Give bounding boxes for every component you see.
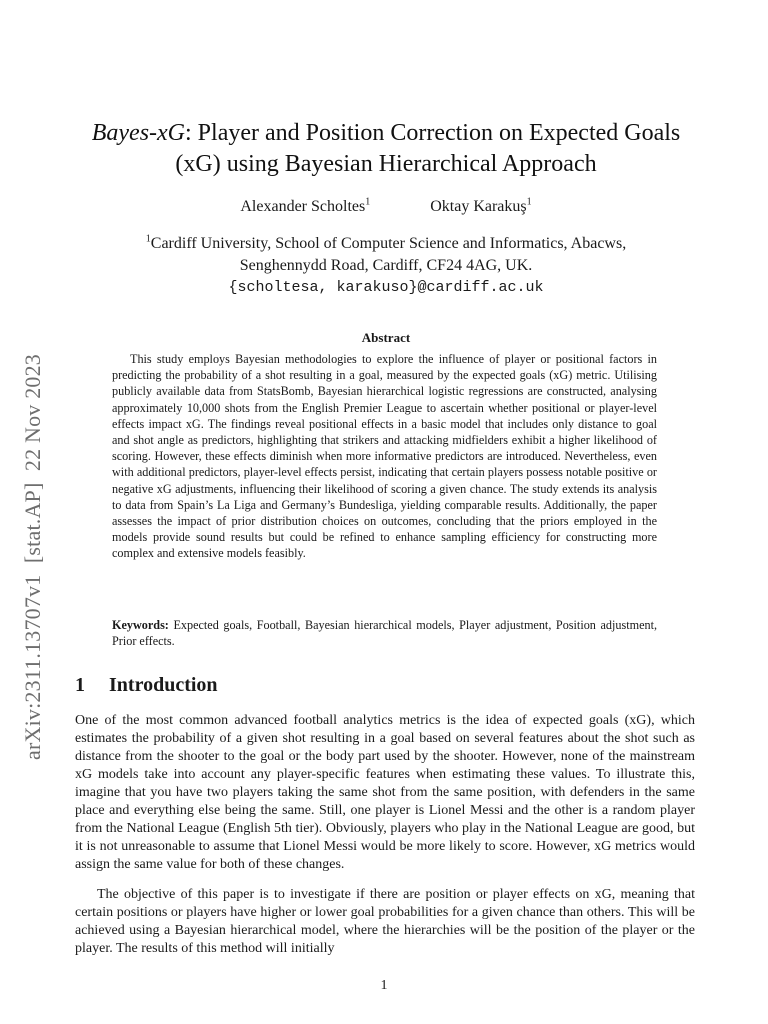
author-name: Alexander Scholtes — [240, 198, 366, 215]
affiliation-line-2: Senghennydd Road, Cardiff, CF24 4AG, UK. — [239, 257, 533, 274]
abstract-heading: Abstract — [361, 330, 411, 345]
author-affiliation-marker: 1 — [365, 196, 371, 208]
author-list — [80, 198, 692, 216]
arxiv-stamp: arXiv:2311.13707v1 [stat.AP] 22 Nov 2023 — [20, 353, 45, 760]
section-number: 1 — [75, 674, 85, 696]
affiliation-block — [80, 233, 692, 299]
keywords — [112, 617, 657, 649]
author-2 — [430, 198, 531, 216]
keywords-label: Keywords: — [112, 618, 169, 632]
intro-paragraph-2: The objective of this paper is to investigate if there are position or player effects on xG, meaning that certain positions or players have higher or lower goal probabilities for a given chance than others. This will be achieved using a Bayesian hierarchical model, where the hierarchies will be the position of the player or the player. The results of this method will initially — [75, 887, 695, 956]
author-affiliation-marker: 1 — [526, 196, 532, 208]
intro-paragraph-1: One of the most common advanced football analytics metrics is the idea of expected goals (xG), which estimates the probability of a given shot resulting in a goal based on several features about the shot such as distance from the shooter to the goal or the body part used by the shooter. However, none of the mainstream xG models take into account any player-specific features when estimating these values. To illustrate this, imagine that you have two players taking the same shot from the same position, with defenders in the same place and everything else being the same. Still, one player is Lionel Messi and the other is a random player from the National League (English 5th tier). Obviously, players who play in the National League are good, but it is not unreasonable to assume that Lionel Messi would be more likely to score. However, xG metrics would assign the same value for both of these changes. — [75, 713, 695, 872]
author-1 — [240, 198, 370, 216]
affiliation-text-1: Cardiff University, School of Computer Science and Informatics, Abacws, — [150, 235, 627, 252]
section-heading — [75, 674, 218, 697]
section-title: Introduction — [109, 674, 218, 696]
affiliation-line-1 — [80, 233, 692, 255]
keywords-text: Expected goals, Football, Bayesian hierarchical models, Player adjustment, Position adjustment, Prior effects. — [112, 618, 657, 649]
page-number: 1 — [380, 978, 388, 993]
author-name: Oktay Karakuş — [430, 198, 527, 215]
paper-title — [80, 118, 692, 180]
author-email: {scholtesa, karakuso}@cardiff.ac.uk — [228, 279, 544, 296]
paper-title-rest: : Player and Position Correction on Expected Goals (xG) using Bayesian Hierarchical Approach — [175, 120, 681, 177]
abstract-body: This study employs Bayesian methodologies to explore the influence of player or positional factors in predicting the probability of a shot resulting in a goal, measured by the expected goals (xG) metric. Utilising publicly available data from StatsBomb, Bayesian hierarchical logistic regressions are constructed, analysing approximately 10,000 shots from the English Premier League to ascertain whether positional or player-level effects impact xG. The findings reveal positional effects in a basic model that includes only distance to goal and shot angle as predictors, highlighting that strikers and attacking midfielders exhibit a higher likelihood of scoring. However, these effects diminish when more informative predictors are introduced. Nevertheless, even with additional predictors, player-level effects persist, indicating that certain players possess notable positive or negative xG adjustments, influencing their likelihood of scoring a given chance. The study extends its analysis to data from Spain’s La Liga and Germany’s Bundesliga, yielding comparable results. Additionally, the paper assesses the impact of prior distribution choices on outcomes, concluding that the priors employed in the models provide sound results but could be refined to enhance sampling efficiency for constructing more complex and extensive models feasibly. — [112, 352, 657, 561]
paper-title-italic: Bayes-xG — [91, 120, 186, 146]
affiliation-marker: 1 — [145, 233, 151, 245]
